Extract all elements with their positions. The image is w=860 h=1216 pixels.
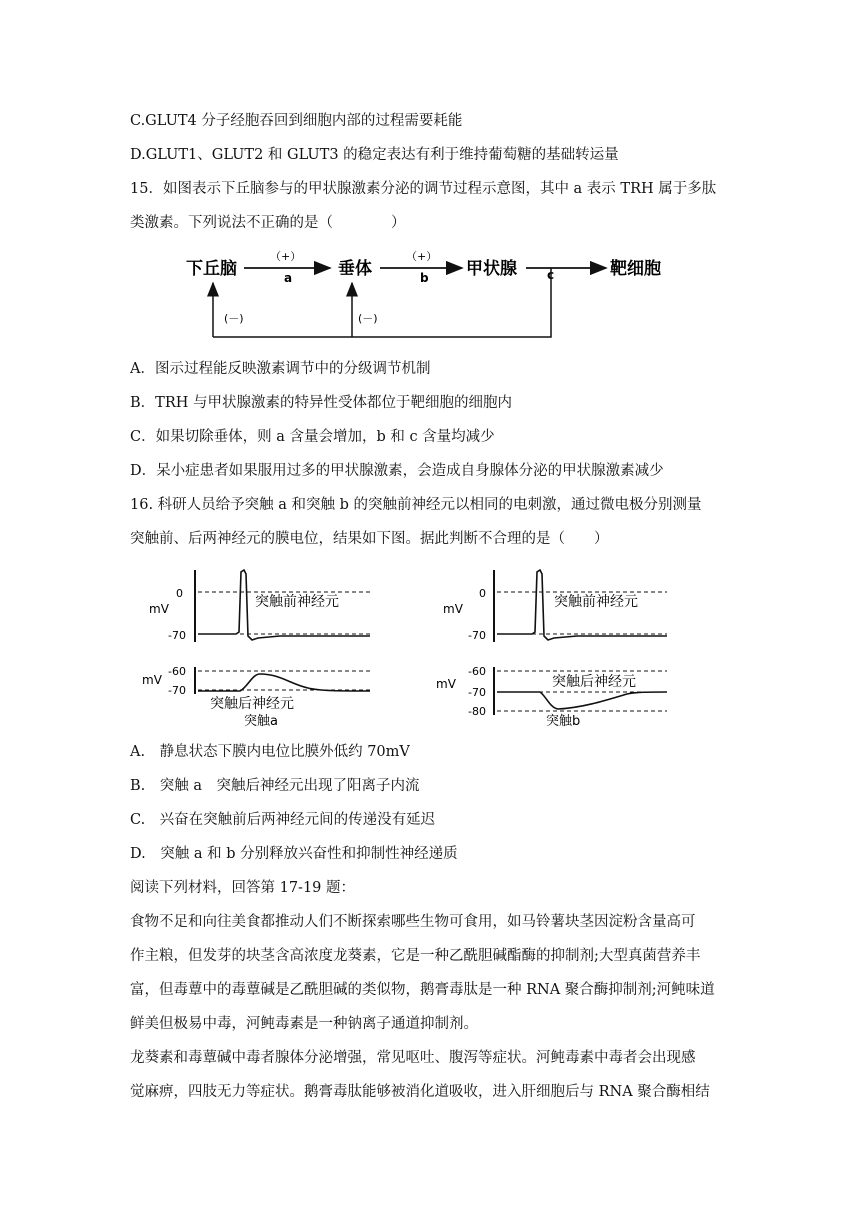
tick-0: 0 <box>176 587 183 600</box>
arrow-a-sign: （+） <box>270 250 302 263</box>
q15-option-b: B．TRH 与甲状腺激素的特异性受体都位于靶细胞的细胞内 <box>130 395 512 411</box>
q16-stem-line1: 16. 科研人员给予突触 a 和突触 b 的突触前神经元以相同的电刺激，通过微电极分别测量 <box>130 497 702 513</box>
q16-option-d: D. 突触 a 和 b 分别释放兴奋性和抑制性神经递质 <box>130 846 458 862</box>
tick-minus70: -70 <box>468 629 486 642</box>
axis-unit: mV <box>149 602 169 616</box>
reading-p1-line1: 食物不足和向往美食都推动人们不断探索哪些生物可食用，如马铃薯块茎因淀粉含量高可 <box>130 914 696 930</box>
node-hypothalamus: 下丘脑 <box>186 259 237 279</box>
arrow-c-label: c <box>547 268 555 282</box>
tick-minus60: -60 <box>168 665 186 678</box>
post-trace-a <box>198 674 370 691</box>
tick-minus80: -80 <box>468 705 486 718</box>
reading-p1-line4: 鲜美但极易中毒，河鲀毒素是一种钠离子通道抑制剂。 <box>130 1016 478 1032</box>
axis-unit: mV <box>443 602 463 616</box>
reading-intro: 阅读下列材料，回答第 17-19 题： <box>130 880 356 896</box>
pre-neuron-label: 突触前神经元 <box>554 594 638 610</box>
q16-option-c: C. 兴奋在突触前后两神经元间的传递没有延迟 <box>130 812 436 828</box>
q15-option-d: D．呆小症患者如果服用过多的甲状腺激素，会造成自身腺体分泌的甲状腺激素减少 <box>130 463 664 479</box>
feedback-sign-1: (－) <box>224 312 244 325</box>
q15-option-c: C．如果切除垂体，则 a 含量会增加，b 和 c 含量均减少 <box>130 429 495 445</box>
q15-stem-line1: 15．如图表示下丘脑参与的甲状腺激素分泌的调节过程示意图，其中 a 表示 TRH 属于多肽 <box>130 181 717 197</box>
axis-unit: mV <box>436 677 456 691</box>
post-trace-b <box>497 692 667 709</box>
q16-option-a: A. 静息状态下膜内电位比膜外低约 70mV <box>130 744 410 760</box>
q15-option-a: A．图示过程能反映激素调节中的分级调节机制 <box>130 361 431 377</box>
node-thyroid: 甲状腺 <box>466 259 517 279</box>
q15-stem-line2: 类激素。下列说法不正确的是（ ） <box>130 215 406 231</box>
post-neuron-label: 突触后神经元 <box>552 674 636 690</box>
q14-option-d: D.GLUT1、GLUT2 和 GLUT3 的稳定表达有利于维持葡萄糖的基础转运量 <box>130 147 619 163</box>
hormone-regulation-diagram <box>180 245 680 345</box>
tick-minus70: -70 <box>168 684 186 697</box>
tick-0: 0 <box>479 587 486 600</box>
axis-unit: mV <box>142 673 162 687</box>
pre-neuron-label: 突触前神经元 <box>255 594 339 610</box>
synapse-a-figure <box>140 562 380 732</box>
q16-stem-line2: 突触前、后两神经元的膜电位，结果如下图。据此判断不合理的是（ ） <box>130 531 609 547</box>
post-neuron-label: 突触后神经元 <box>210 696 294 712</box>
reading-p1-line2: 作主粮，但发芽的块茎含高浓度龙葵素，它是一种乙酰胆碱酯酶的抑制剂;大型真菌营养丰 <box>130 948 701 964</box>
arrow-b-label: b <box>420 271 429 285</box>
tick-minus60: -60 <box>468 665 486 678</box>
synapse-b-figure <box>432 562 672 732</box>
reading-p2-line2: 觉麻痹，四肢无力等症状。鹅膏毒肽能够被消化道吸收，进入肝细胞后与 RNA 聚合酶相结 <box>130 1084 710 1100</box>
reading-p1-line3: 富，但毒蕈中的毒蕈碱是乙酰胆碱的类似物，鹅膏毒肽是一种 RNA 聚合酶抑制剂;河鲀味道 <box>130 982 715 998</box>
tick-minus70: -70 <box>468 686 486 699</box>
arrow-a-label: a <box>284 271 293 285</box>
tick-minus70: -70 <box>168 629 186 642</box>
q16-option-b: B. 突触 a 突触后神经元出现了阳离子内流 <box>130 778 420 794</box>
arrow-b-sign: （+） <box>406 250 438 263</box>
node-target-cell: 靶细胞 <box>610 259 661 279</box>
feedback-sign-2: (－) <box>358 312 378 325</box>
reading-p2-line1: 龙葵素和毒蕈碱中毒者腺体分泌增强，常见呕吐、腹泻等症状。河鲀毒素中毒者会出现感 <box>130 1050 696 1066</box>
synapse-b-label: 突触b <box>546 714 581 729</box>
node-pituitary: 垂体 <box>338 259 372 279</box>
synapse-a-label: 突触a <box>244 714 278 729</box>
q14-option-c: C.GLUT4 分子经胞吞回到细胞内部的过程需要耗能 <box>130 113 463 129</box>
